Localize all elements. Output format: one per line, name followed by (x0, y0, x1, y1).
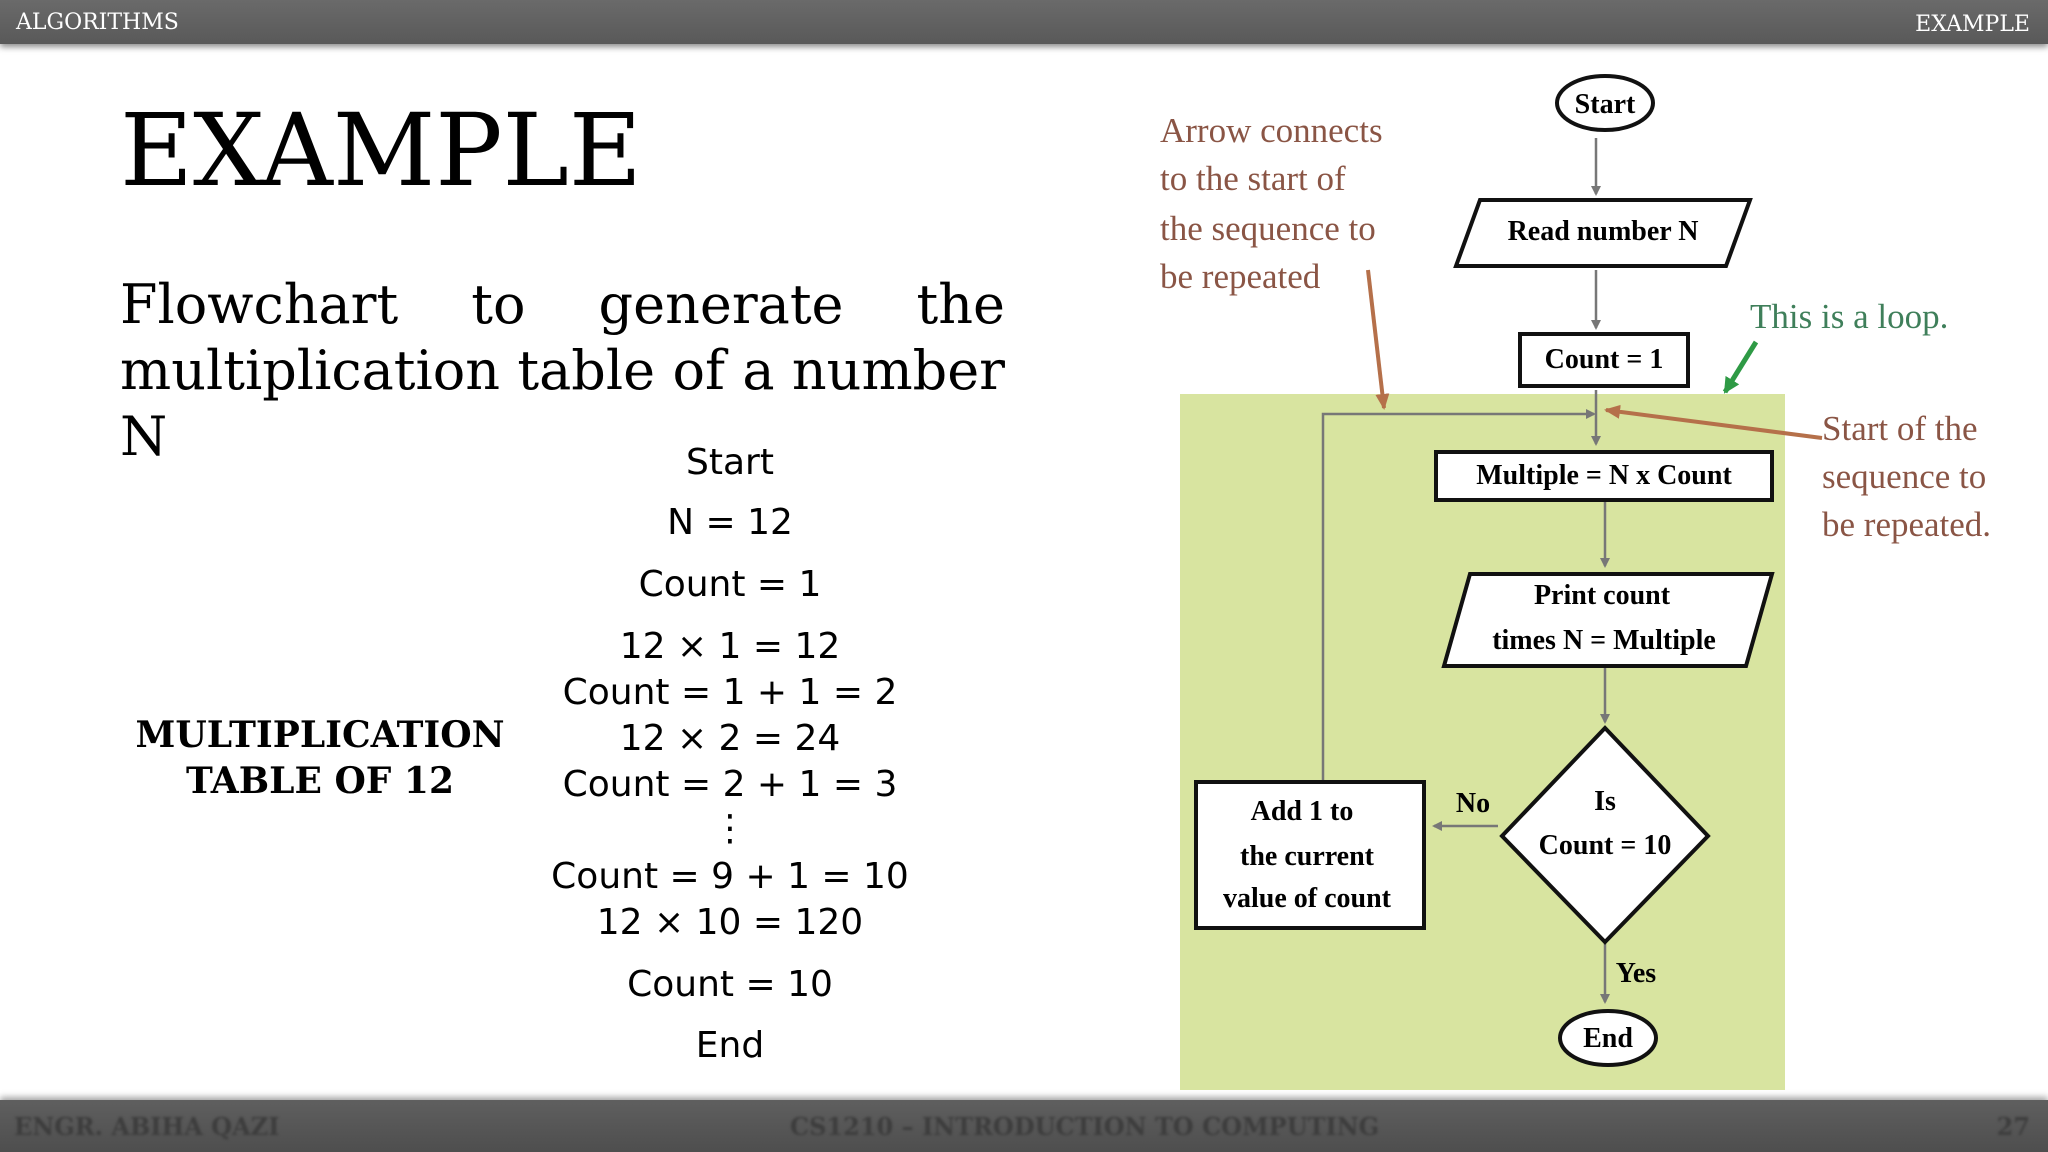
header-section-title: ALGORITHMS (16, 10, 179, 35)
print-node-line2: times N = Multiple (1492, 625, 1716, 656)
add-node-line1: Add 1 to (1250, 796, 1354, 827)
note-arrow-line4: be repeated (1160, 257, 1321, 296)
step-item: ⋮ (712, 808, 748, 849)
end-node-label: End (1583, 1023, 1633, 1054)
print-node-line1: Print count (1533, 580, 1671, 611)
footer-bar (0, 1100, 2048, 1152)
step-item: End (695, 1025, 765, 1066)
slide-subtitle: Flowchart to generate the multiplication table of a number N (120, 273, 1005, 468)
add-node-line2: the current (1240, 841, 1374, 872)
side-label-line1: MULTIPLICATION (135, 714, 505, 756)
no-label: No (1455, 788, 1491, 819)
step-item: Count = 10 (627, 964, 833, 1005)
flowchart-figure (1150, 60, 2048, 1090)
note-arrow-line2: to the start of (1160, 159, 1346, 198)
header-bar (0, 0, 2048, 44)
yes-label: Yes (1615, 958, 1657, 989)
step-item: Count = 2 + 1 = 3 (562, 764, 898, 805)
note-start-line1: Start of the (1822, 409, 1978, 448)
slide-title: EXAMPLE (120, 92, 642, 209)
add-node-line3: value of count (1223, 883, 1391, 914)
note-loop-pointer (1725, 342, 1756, 392)
start-node-label: Start (1574, 89, 1636, 120)
note-start-line2: sequence to (1822, 457, 1987, 496)
flowchart-svg (1150, 60, 2048, 1090)
note-start-line3: be repeated. (1822, 505, 1992, 544)
step-item: N = 12 (667, 502, 793, 543)
note-arrow-line3: the sequence to (1160, 209, 1376, 248)
step-item: 12 × 10 = 120 (596, 902, 864, 943)
footer-page-number: 27 (1996, 1112, 2030, 1141)
step-item: Count = 1 + 1 = 2 (562, 672, 898, 713)
header-slide-title: EXAMPLE (1915, 12, 2030, 37)
step-item: Start (686, 442, 774, 483)
step-item: Count = 9 + 1 = 10 (551, 856, 909, 897)
decision-node-line2: Count = 10 (1538, 830, 1672, 861)
init-node-label: Count = 1 (1544, 344, 1664, 375)
read-node-label: Read number N (1507, 216, 1699, 247)
note-arrow-line1: Arrow connects (1160, 111, 1383, 150)
note-loop: This is a loop. (1750, 297, 1949, 336)
step-item: 12 × 2 = 24 (619, 718, 841, 759)
step-item: Count = 1 (638, 564, 822, 605)
multiply-node-label: Multiple = N x Count (1476, 460, 1732, 491)
side-label (120, 712, 520, 804)
footer-author: ENGR. ABIHA QAZI (14, 1112, 280, 1141)
decision-node-line1: Is (1594, 786, 1616, 817)
note-arrow-pointer (1368, 270, 1384, 408)
step-item: 12 × 1 = 12 (619, 626, 841, 667)
side-label-line2: TABLE OF 12 (185, 760, 454, 802)
footer-course: CS1210 – INTRODUCTION TO COMPUTING (790, 1112, 1380, 1141)
